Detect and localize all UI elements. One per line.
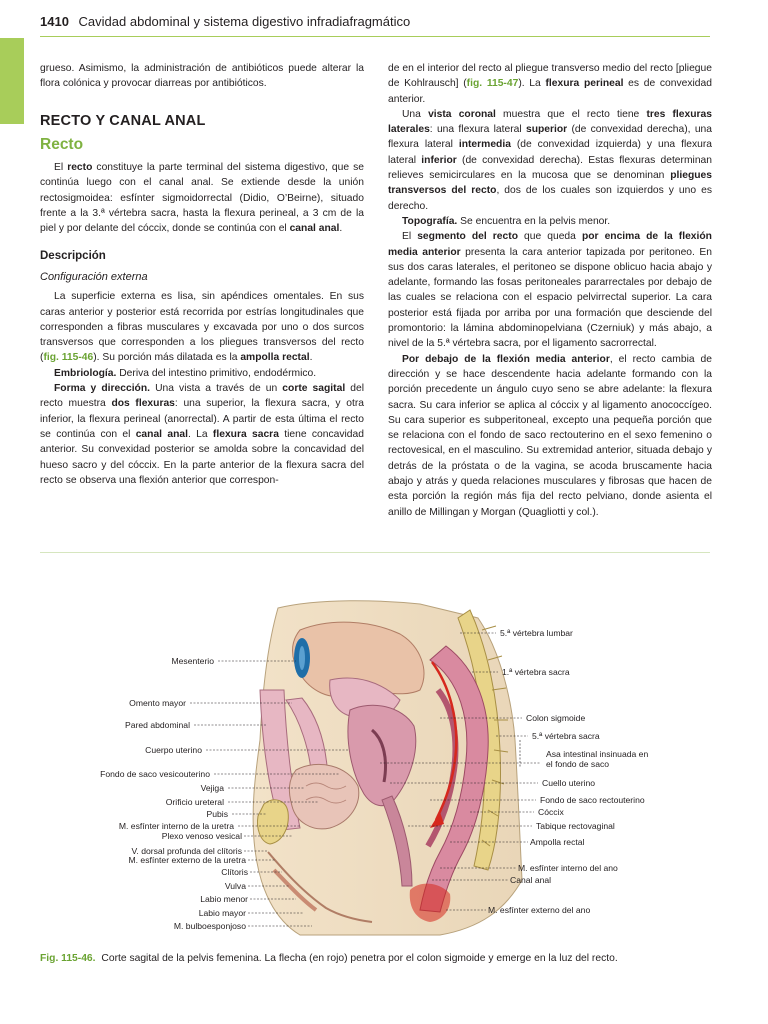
label-labio-mayor: Labio mayor	[198, 908, 246, 918]
label-1-vertebra-sacra: 1.ª vértebra sacra	[502, 667, 570, 677]
label-esfinter-interno-ano: M. esfínter interno del ano	[518, 863, 618, 873]
debajo-paragraph: Por debajo de la flexión media anterior, el recto cambia de dirección y se hace descendente hacia adelante formando con la porción precedente un ángulo cuyo seno se abre adelante: la flexura sacra. Su cara inferior se aplica al cóccix y al ligamento anococcígeo. Su cara superior es subperitoneal, excepto una pequeña porción que se relaciona con el fondo de saco rectouterino en el sexo femenino o rectovesical, en el masculino. Su extremidad anterior, situada debajo y detrás de la próstata o de la vagina, se acoda bruscamente hacia abajo y atrás y queda relaciones musculares y fibrosas que hacen de esta porción la región más fija del recto pelviano, donde asienta el anillo de Millingan y Morgan (Quagliotti y col.).	[388, 353, 712, 518]
label-mesenterio: Mesenterio	[171, 656, 214, 666]
subsection-title: Recto	[40, 135, 84, 153]
label-cuello-uterino: Cuello uterino	[542, 778, 596, 788]
label-esfinter-externo-uretra: M. esfínter externo de la uretra	[128, 855, 246, 865]
label-vena-dorsal-clitoris: V. dorsal profunda del clítoris	[131, 846, 242, 856]
label-omento-mayor: Omento mayor	[129, 698, 186, 708]
continuation-paragraph: de en el interior del recto al pliegue transverso medio del recto [pliegue de Kohlrausch] (fig. 115-47). La flexura perineal es de convexidad anterior.	[388, 63, 712, 105]
section-title: RECTO Y CANAL ANAL	[40, 112, 206, 129]
label-esfinter-interno-uretra: M. esfínter interno de la uretra	[118, 821, 234, 831]
intro-paragraph: grueso. Asimismo, la administración de antibióticos puede alterar la flora colónica y provocar diarreas por antibióticos.	[40, 63, 364, 90]
label-5-vertebra-sacra: 5.ª vértebra sacra	[532, 731, 600, 741]
label-pared-abdominal: Pared abdominal	[125, 720, 190, 730]
label-cuerpo-uterino: Cuerpo uterino	[145, 745, 202, 755]
label-vulva: Vulva	[224, 881, 246, 891]
text-figure-divider	[40, 552, 710, 553]
forma-paragraph: Forma y dirección. Una vista a través de un corte sagital del recto muestra dos flexuras: una superior, la flexura sacra, y otra inferior, la flexura perineal (anorrectal). A partir de esta última el recto se continúa con el canal anal. La flexura sacra tiene concavidad anterior. Su convexidad posterior se amolda sobre la concavidad del hueso sacro y del cóccix. En la parte anterior de la flexura sacra del recto se observa una flexión anterior que correspon-	[40, 383, 365, 486]
caption-text: Corte sagital de la pelvis femenina. La flecha (en rojo) penetra por el colon sigmoide y emerge en la luz del recto.	[101, 953, 618, 964]
label-pubis: Pubis	[206, 809, 228, 819]
caption-figure-number: Fig. 115-46.	[40, 953, 96, 964]
term-canal-anal: canal anal	[289, 223, 340, 235]
configuracion-heading: Configuración externa	[40, 270, 148, 283]
label-fondo-saco-rectouterino: Fondo de saco rectouterino	[540, 795, 645, 805]
figure-link-115-46[interactable]: fig. 115-46	[43, 352, 94, 364]
figure-link-115-47[interactable]: fig. 115-47	[466, 78, 519, 90]
label-ampolla-rectal: Ampolla rectal	[530, 837, 585, 847]
term-recto: recto	[67, 162, 93, 174]
running-header	[40, 14, 710, 37]
label-fondo-saco-vesicouterino: Fondo de saco vesicouterino	[100, 769, 210, 779]
label-colon-sigmoide: Colon sigmoide	[526, 713, 586, 723]
label-vejiga: Vejiga	[200, 783, 224, 793]
label-canal-anal: Canal anal	[510, 875, 552, 885]
label-tabique-rectovaginal: Tabique rectovaginal	[536, 821, 615, 831]
label-5-vertebra-lumbar: 5.ª vértebra lumbar	[500, 628, 573, 638]
left-column	[40, 61, 364, 488]
label-labio-menor: Labio menor	[200, 894, 248, 904]
label-coccix: Cóccix	[538, 807, 564, 817]
right-column	[388, 61, 712, 520]
figure-caption	[40, 952, 730, 966]
running-title: Cavidad abdominal y sistema digestivo infradiafragmático	[78, 14, 411, 29]
label-orificio-ureteral: Orificio ureteral	[165, 797, 224, 807]
coronal-paragraph: Una vista coronal muestra que el recto tiene tres flexuras laterales: una flexura lateral superior (de convexidad derecha), una flexura lateral intermedia (de convexidad izquierda) y una flexura lateral inferior (de convexidad derecha). Estas flexuras determinan relieves semicirculares en la mucosa que se denominan pliegues transversos del recto, dos de los cuales son izquierdos y uno es derecho.	[388, 108, 713, 212]
segmento-paragraph: El segmento del recto que queda por encima de la flexión media anterior presenta la cara anterior tapizada por peritoneo. En sus dos caras laterales, el peritoneo se dispone oblicuo hacia abajo y adelante, formando las fosas peritoneales pararrectales por debajo de las cuales se relaciona con el espacio pelvirrectal superior. La cara posterior está fijada por arriba por una formación que desciende del promontorio: la lámina abdominopelviana (Czerniuk) y más abajo, a nivel de la 5.ª vértebra sacra, por el ligamento sacrorrectal.	[388, 231, 712, 350]
sagittal-pelvis-figure	[0, 590, 768, 940]
label-plexo-venoso-vesical: Plexo venoso vesical	[161, 831, 242, 841]
embriologia-paragraph: Embriología. Deriva del intestino primitivo, endodérmico.	[54, 367, 317, 379]
label-clitoris: Clítoris	[221, 867, 248, 877]
recto-paragraph: El recto constituye la parte terminal del sistema digestivo, que se continúa luego con el canal anal. Se extiende desde la unión rectosigmoidea: esfínter sigmoidorrectal (Didio, O’Beirne), situado frente a la 3.ª vértebra sacra, hasta la flexura perineal, a 3 cm de la piel y por delante del cóccix, donde se continúa con el canal anal.	[40, 162, 364, 235]
page-number: 1410	[40, 14, 69, 29]
configuracion-paragraph: La superficie externa es lisa, sin apéndices omentales. En sus caras anterior y posterior está recorrida por estrías longitudinales que corresponden a fibras musculares y excavada por uno o dos surcos transversos que corresponden a los pliegues transversos del recto (fig. 115-46). Su porción más dilatada es la ampolla rectal.	[40, 291, 364, 364]
label-asa-intestinal: Asa intestinal insinuada en el fondo de saco	[546, 749, 649, 769]
section-color-tab	[0, 38, 24, 124]
label-bulboesponjoso: M. bulboesponjoso	[173, 921, 246, 931]
label-esfinter-externo-ano: M. esfínter externo del ano	[488, 905, 591, 915]
descripcion-heading: Descripción	[40, 249, 106, 262]
topografia-paragraph: Topografía. Se encuentra en la pelvis menor.	[402, 215, 611, 227]
